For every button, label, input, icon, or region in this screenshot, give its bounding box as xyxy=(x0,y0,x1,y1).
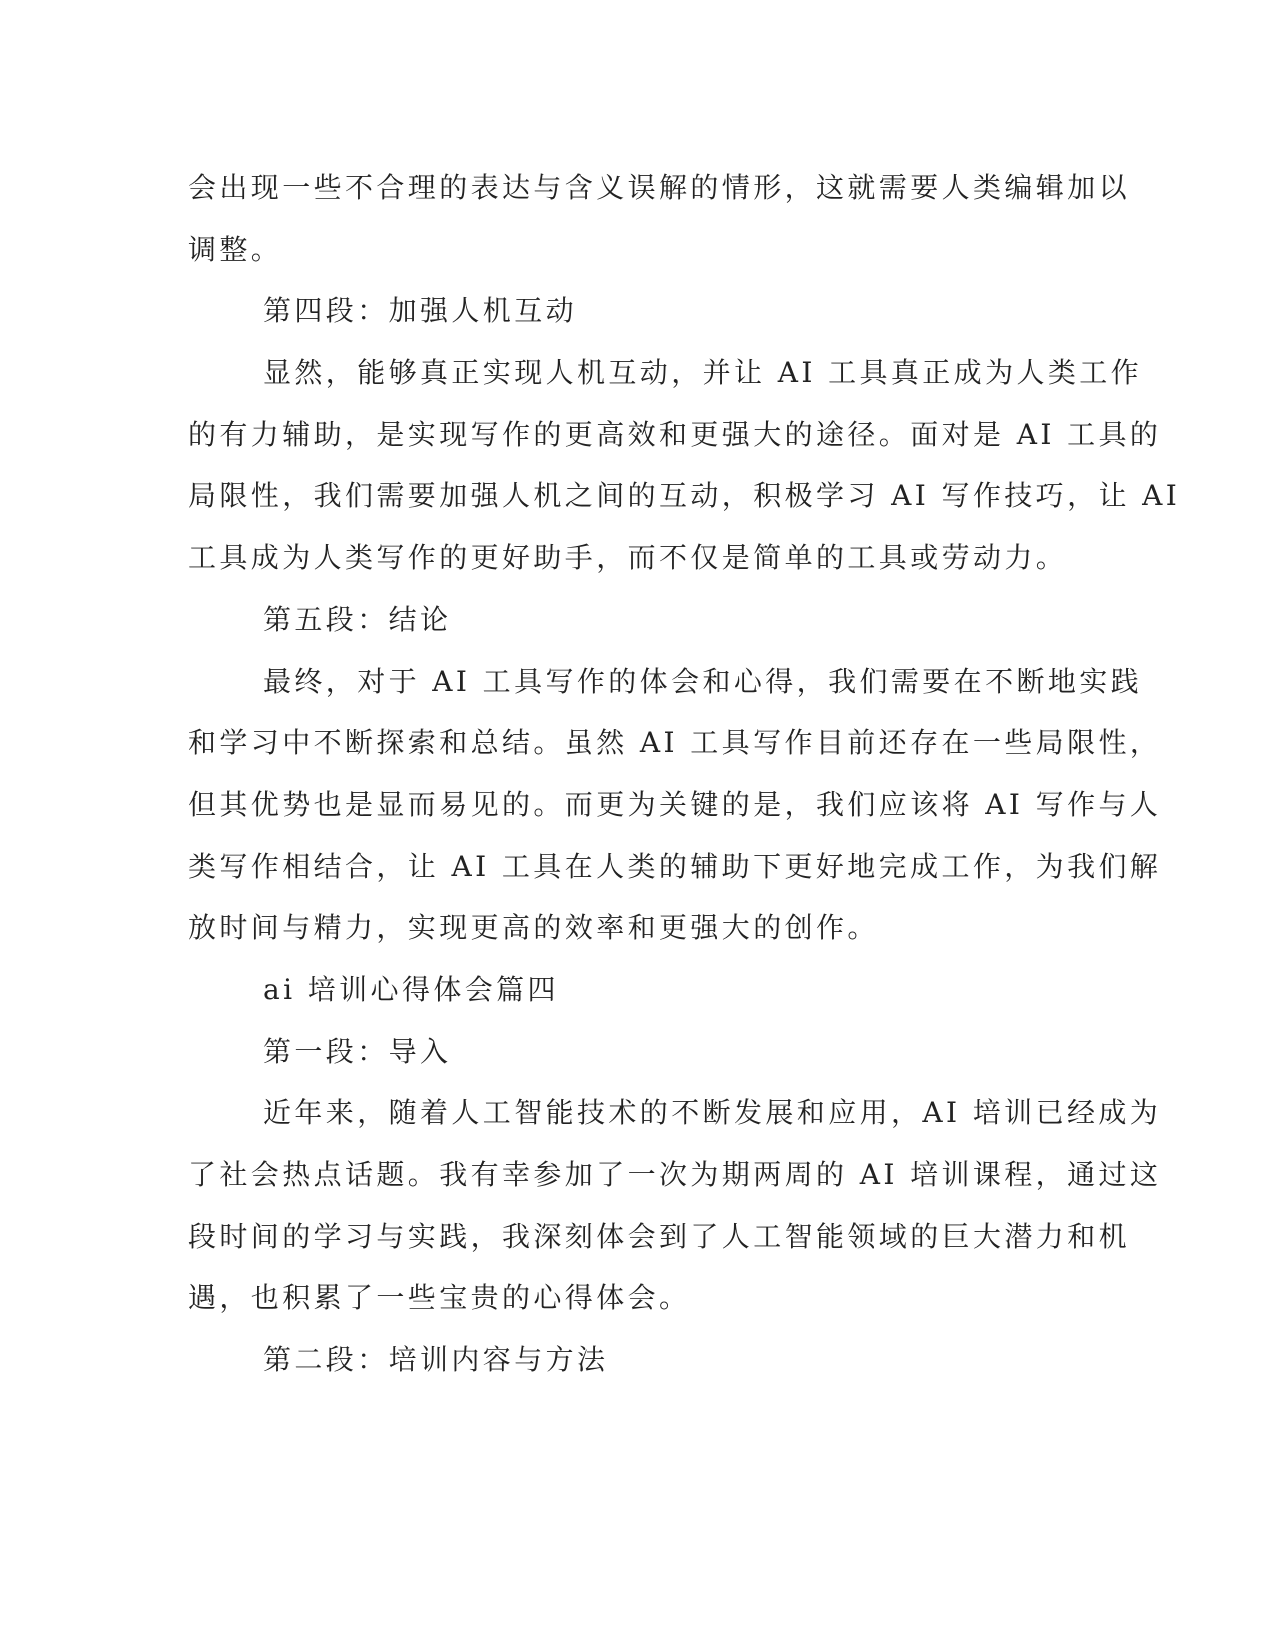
paragraph-line: 工具成为人类写作的更好助手，而不仅是简单的工具或劳动力。 xyxy=(188,541,1068,575)
paragraph-line: 了社会热点话题。我有幸参加了一次为期两周的 AI 培训课程，通过这 xyxy=(188,1158,1162,1191)
section-heading: 第二段：培训内容与方法 xyxy=(263,1343,609,1377)
paragraph-line: 段时间的学习与实践，我深刻体会到了人工智能领域的巨大潜力和机 xyxy=(188,1219,1131,1253)
paragraph-line: 显然，能够真正实现人机互动，并让 AI 工具真正成为人类工作 xyxy=(263,356,1143,390)
paragraph-line: 类写作相结合，让 AI 工具在人类的辅助下更好地完成工作，为我们解 xyxy=(188,849,1162,883)
paragraph-line: 放时间与精力，实现更高的效率和更强大的创作。 xyxy=(188,911,879,945)
article-title: ai 培训心得体会篇四 xyxy=(263,972,559,1006)
paragraph-line: 但其优势也是显而易见的。而更为关键的是，我们应该将 AI 写作与人 xyxy=(188,787,1162,821)
paragraph-line: 局限性，我们需要加强人机之间的互动，积极学习 AI 写作技巧，让 AI xyxy=(188,479,1181,513)
section-heading: 第四段：加强人机互动 xyxy=(263,294,578,328)
paragraph-line: 调整。 xyxy=(188,232,283,266)
paragraph-line: 最终，对于 AI 工具写作的体会和心得，我们需要在不断地实践 xyxy=(263,664,1143,698)
paragraph-line: 遇，也积累了一些宝贵的心得体会。 xyxy=(188,1281,691,1315)
paragraph-line: 近年来，随着人工智能技术的不断发展和应用，AI 培训已经成为 xyxy=(263,1096,1162,1130)
section-heading: 第五段：结论 xyxy=(263,602,452,636)
paragraph-line: 会出现一些不合理的表达与含义误解的情形，这就需要人类编辑加以 xyxy=(188,171,1131,204)
paragraph-line: 和学习中不断探索和总结。虽然 AI 工具写作目前还存在一些局限性， xyxy=(188,726,1162,760)
paragraph-line: 的有力辅助，是实现写作的更高效和更强大的途径。面对是 AI 工具的 xyxy=(188,417,1162,451)
section-heading: 第一段：导入 xyxy=(263,1034,452,1068)
document-body xyxy=(188,157,1181,1391)
